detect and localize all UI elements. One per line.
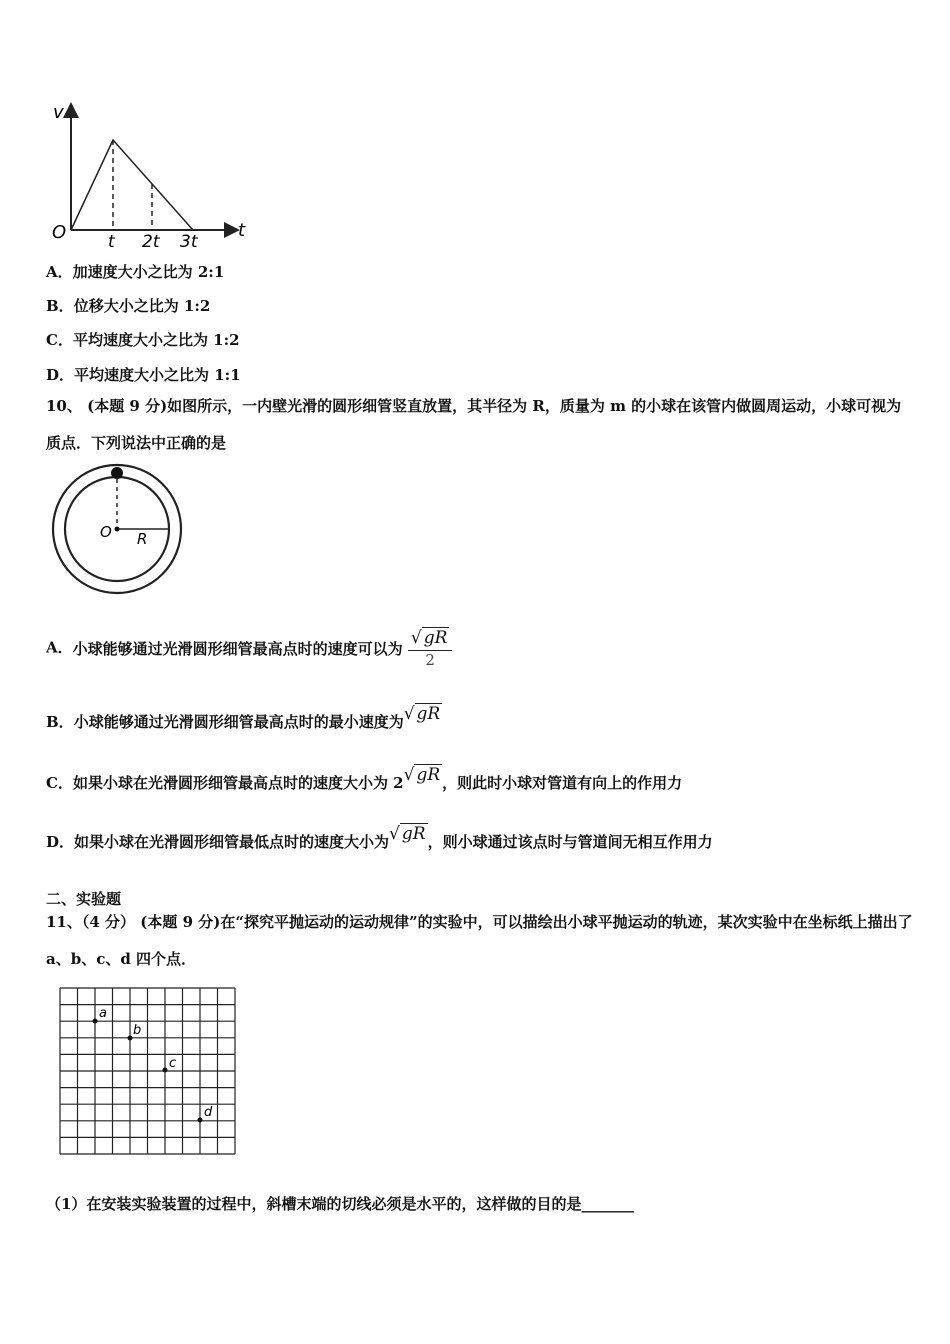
vt-line [71, 140, 193, 230]
grid-figure [59, 986, 239, 1158]
q10-option-c: C．如果小球在光滑圆形细管最高点时的速度大小为 2√ gR ，则此时小球对管道有向上的作用力 [46, 765, 683, 792]
q11-stem: 11、（4 分） (本题 9 分)在“探究平抛运动的运动规律”的实验中，可以描绘出小球平抛运动的轨迹，某次实验中在坐标纸上描出了 a、b、c、d 四个点． [46, 913, 913, 968]
q9-option-a: A．加速度大小之比为 2:1 [46, 263, 225, 281]
center-dot [115, 527, 120, 532]
q10-option-a: A．小球能够通过光滑圆形细管最高点时的速度可以为 $\frac{√ gR}{2}$ [46, 628, 452, 669]
ball [111, 467, 123, 479]
q11-sub1: （1）在安装实验装置的过程中，斜槽末端的切线必须是水平的，这样做的目的是_______ [46, 1195, 634, 1213]
tick-2t: 2t [142, 232, 160, 252]
point-c [163, 1068, 168, 1073]
q9-option-c: C．平均速度大小之比为 1:2 [46, 331, 240, 349]
grid-lines [60, 988, 235, 1154]
point-b [128, 1036, 133, 1041]
tube-figure [50, 463, 185, 598]
q9-option-b: B．位移大小之比为 1:2 [46, 297, 211, 315]
q10-stem: 10、 (本题 9 分)如图所示，一内壁光滑的圆形细管竖直放置，其半径为 R，质量为 m 的小球在该管内做圆周运动，小球可视为质点．下列说法中正确的是 [46, 397, 902, 452]
sqrt-gr-over-2: $\frac{√ gR}{2}$ [408, 628, 453, 669]
point-d [198, 1118, 203, 1123]
point-a [93, 1019, 98, 1024]
label-b: b [133, 1023, 142, 1038]
tick-3t: 3t [180, 232, 198, 252]
label-a: a [99, 1006, 107, 1021]
label-d: d [204, 1105, 213, 1120]
section-title: 二、实验题 [46, 890, 122, 908]
tick-t: t [108, 232, 115, 252]
vt-graph [46, 98, 256, 253]
axis-t-label: t [238, 220, 246, 241]
axis-v-label: v [53, 102, 64, 123]
radius-label: R [137, 530, 148, 548]
q10-option-b: B．小球能够通过光滑圆形细管最高点时的最小速度为√ gR [46, 704, 441, 731]
q9-option-d: D．平均速度大小之比为 1:1 [46, 366, 241, 384]
label-c: c [169, 1056, 177, 1071]
q10-option-d: D．如果小球在光滑圆形细管最低点时的速度大小为√ gR ，则小球通过该点时与管道间无相互作用力 [46, 824, 713, 851]
center-label: O [100, 523, 112, 541]
origin-label: O [52, 222, 67, 243]
